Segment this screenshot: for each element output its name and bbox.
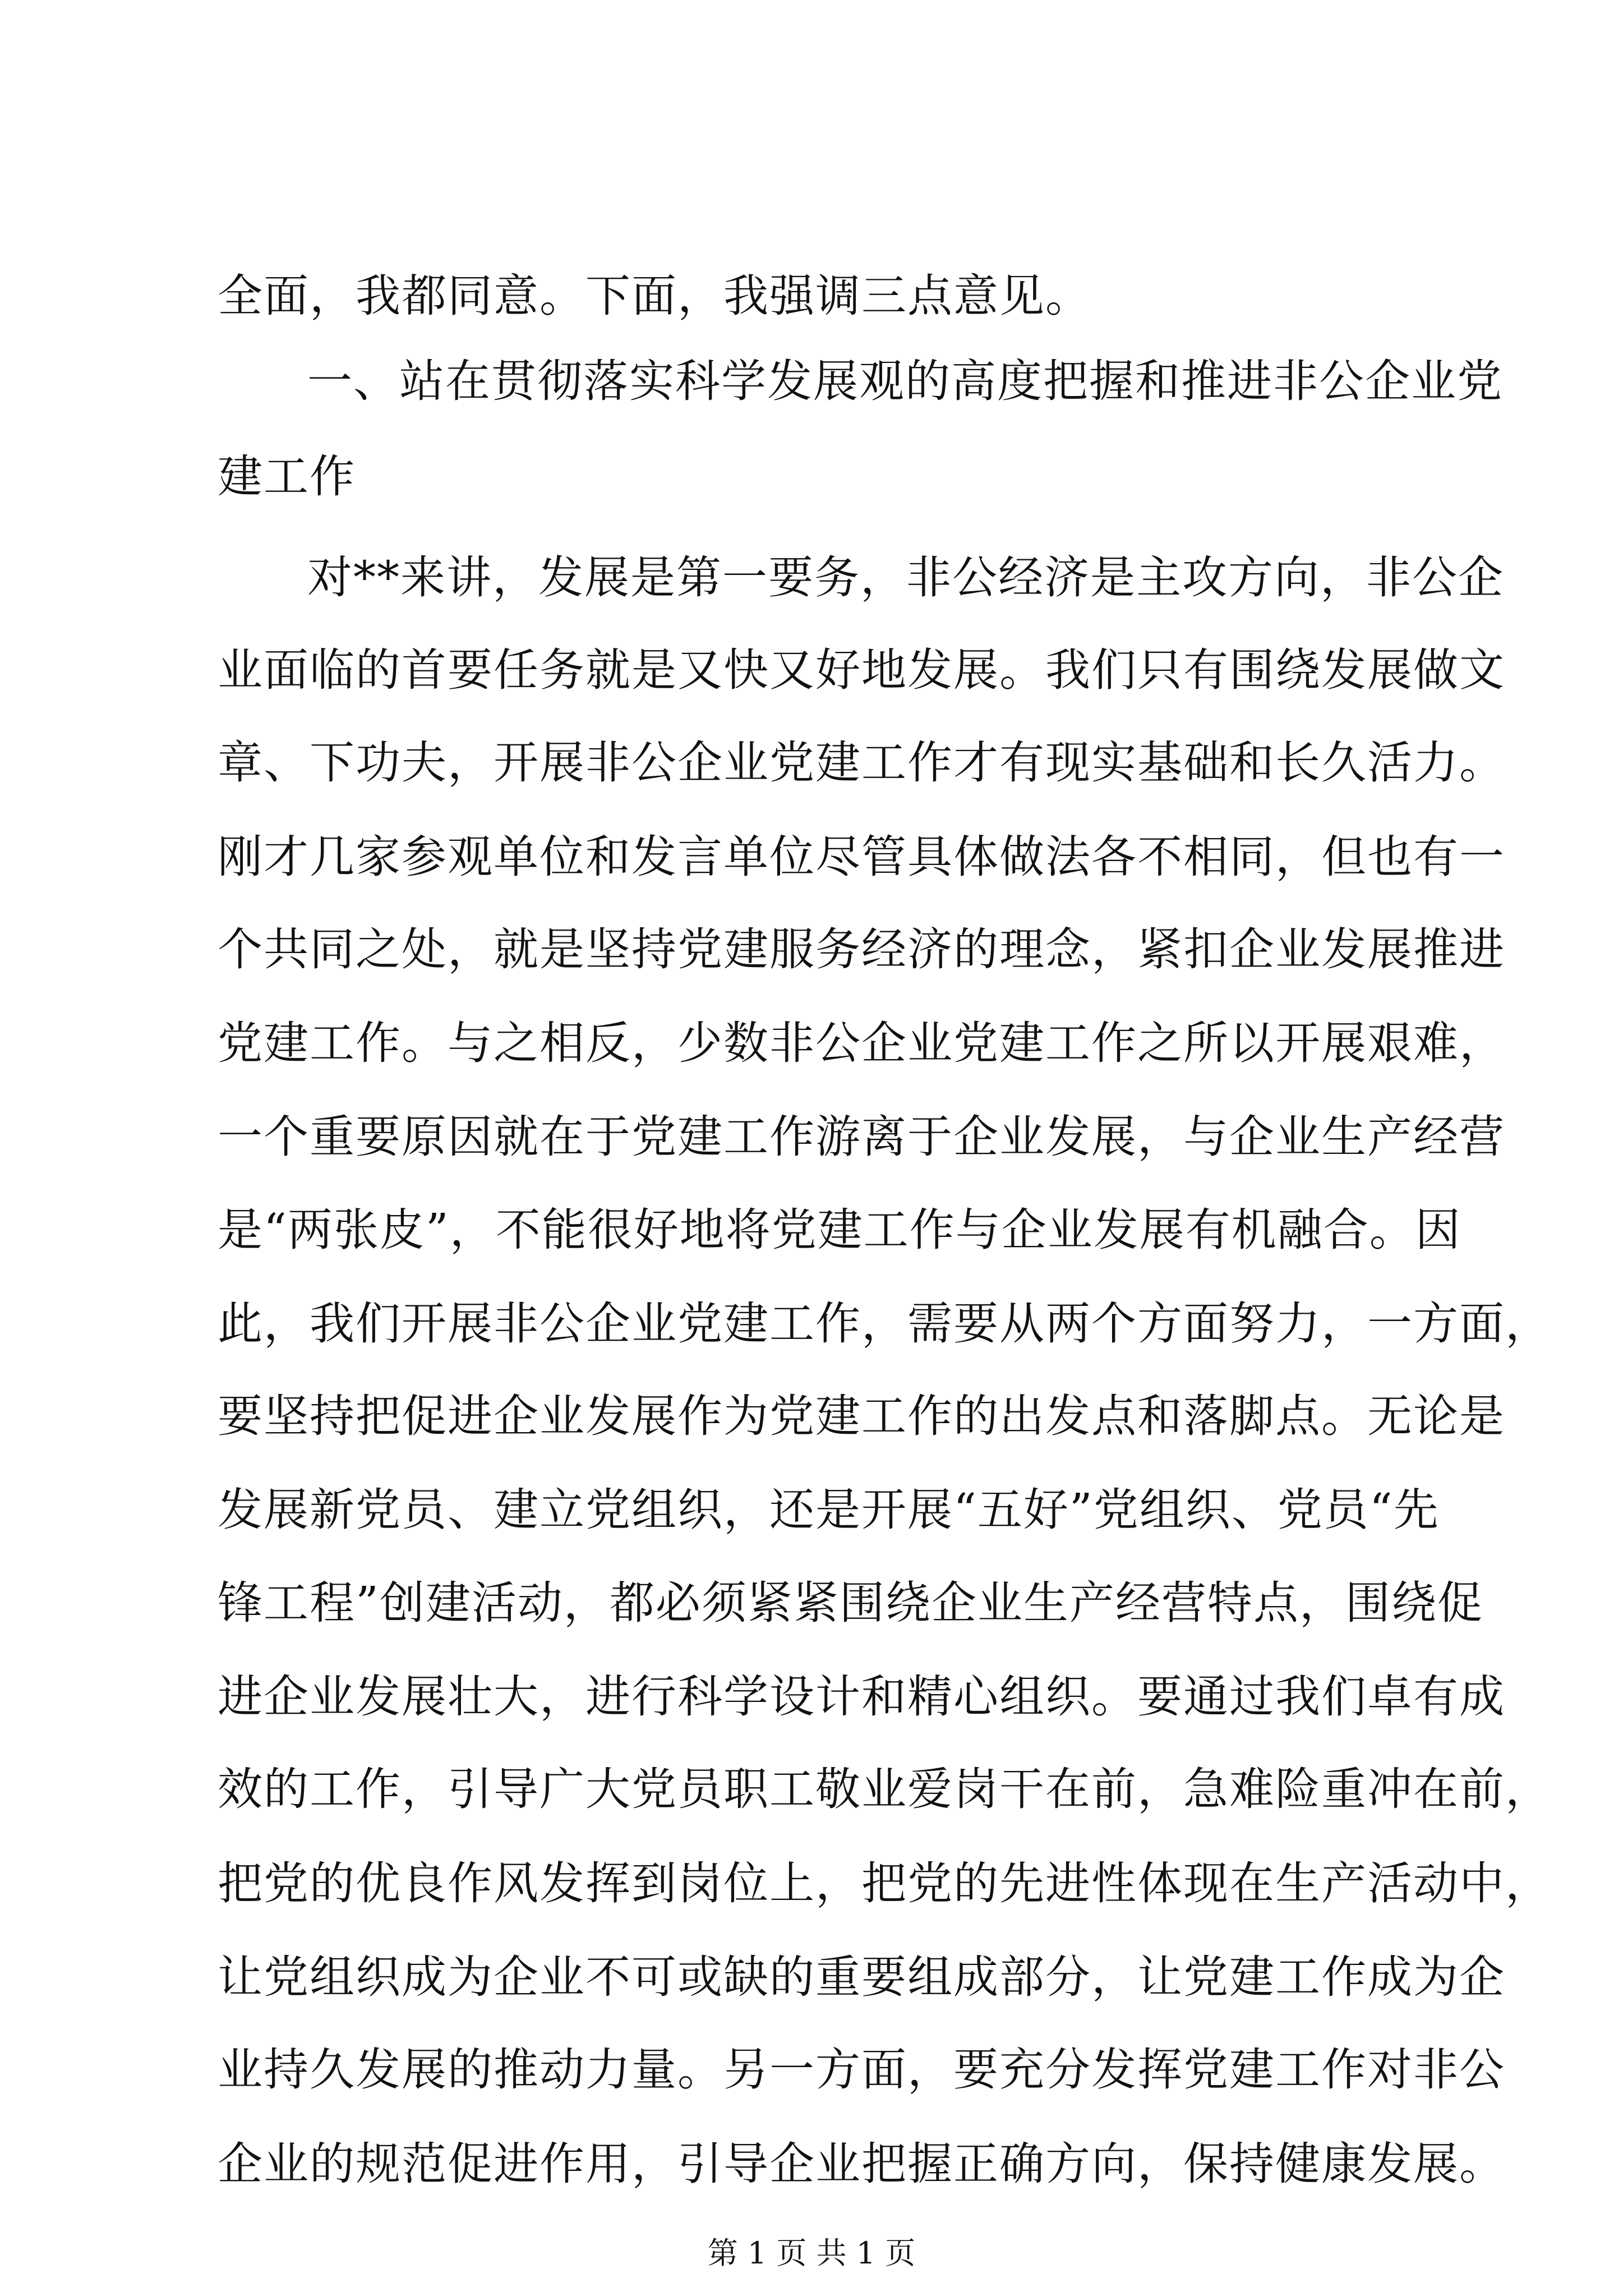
text-line: 章、下功夫，开展非公企业党建工作才有现实基础和长久活力。 (218, 737, 1505, 789)
text-line: 个共同之处，就是坚持党建服务经济的理念，紧扣企业发展推进 (218, 923, 1505, 976)
text-line: 业面临的首要任务就是又快又好地发展。我们只有围绕发展做文 (218, 644, 1505, 696)
text-line: 锋工程”创建活动，都必须紧紧围绕企业生产经营特点，围绕促 (218, 1577, 1483, 1629)
text-line: 刚才几家参观单位和发言单位尽管具体做法各不相同，但也有一 (218, 831, 1505, 883)
section-heading-line: 一、站在贯彻落实科学发展观的高度把握和推进非公企业党 (307, 355, 1503, 407)
section-heading-line: 建工作 (218, 450, 356, 503)
text-line: 效的工作，引导广大党员职工敬业爱岗干在前，急难险重冲在前， (218, 1763, 1551, 1815)
text-line: 全面，我都同意。下面，我强调三点意见。 (218, 270, 1091, 322)
text-line: 把党的优良作风发挥到岗位上，把党的先进性体现在生产活动中， (218, 1857, 1551, 1910)
text-line: 发展新党员、建立党组织，还是开展“五好”党组织、党员“先 (218, 1484, 1440, 1536)
page-footer: 第 1 页 共 1 页 (707, 2235, 916, 2271)
text-line: 一个重要原因就在于党建工作游离于企业发展，与企业生产经营 (218, 1111, 1505, 1163)
text-line: 企业的规范促进作用，引导企业把握正确方向，保持健康发展。 (218, 2138, 1505, 2190)
text-line: 让党组织成为企业不可或缺的重要组成部分，让党建工作成为企 (218, 1951, 1505, 2003)
paragraph-first-line: 对**来讲，发展是第一要务，非公经济是主攻方向，非公企 (307, 551, 1504, 604)
text-line: 进企业发展壮大，进行科学设计和精心组织。要通过我们卓有成 (218, 1671, 1505, 1723)
text-line: 是“两张皮”，不能很好地将党建工作与企业发展有机融合。因 (218, 1204, 1461, 1256)
text-line: 此，我们开展非公企业党建工作，需要从两个方面努力，一方面， (218, 1297, 1551, 1350)
text-line: 党建工作。与之相反，少数非公企业党建工作之所以开展艰难， (218, 1017, 1505, 1069)
text-line: 业持久发展的推动力量。另一方面，要充分发挥党建工作对非公 (218, 2044, 1505, 2096)
text-line: 要坚持把促进企业发展作为党建工作的出发点和落脚点。无论是 (218, 1390, 1505, 1442)
